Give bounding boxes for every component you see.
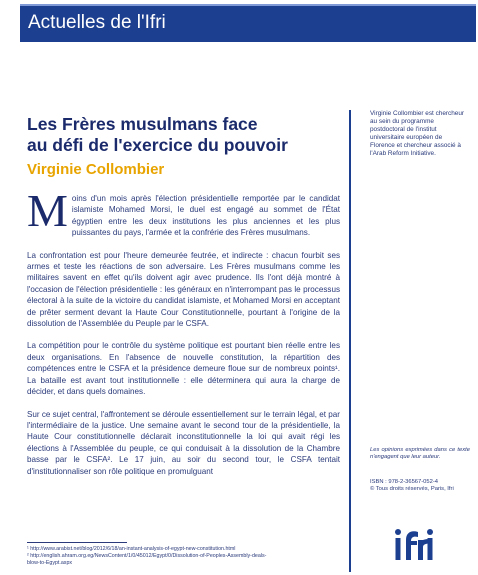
- paragraph-2: La confrontation est pour l'heure demeurée feutrée, et indirecte : chacun fourbit ses armes et teste les réactions de son adversaire. Les Frères musulmans comme les militaires savent en effet qu'ils doivent agir avec prudence. Ils l'ont déjà montré à l'occasion de l'élection présidentielle : les généraux en n'interrompant pas le processus électoral à la suite de la victoire du candidat islamiste, et Mohamed Morsi en acceptant de prêter serment devant la Haute Cour Constitutionnelle, pourtant à l'origine de la dissolution de l'Assemblée du Peuple par le CSFA.: [27, 250, 340, 329]
- paragraph-4: Sur ce sujet central, l'affrontement se déroule essentiellement sur le terrain légal, et par l'intermédiaire de la justice. Une semaine avant le second tour de la présidentielle, la Haute Cour constitutionnelle déclarait inconstitutionnelle la loi qui avait régi les élections à l'Assemblée du peuple, ce qui conduisait à la dissolution de la Chambre basse par le CSFA². Le 17 juin, au soir du second tour, le CSFA tentait d'institutionnaliser son rôle politique en promulguant: [27, 409, 340, 476]
- footnote-divider: [27, 542, 127, 543]
- article-body: [27, 185, 340, 488]
- paragraph-3: La compétition pour le contrôle du système politique est pourtant bien réelle entre les deux organisations. En l'absence de nouvelle constitution, la répartition des compétences entre le CSFA et la présidence demeure floue sur de nombreux points¹. La bataille est avant tout institutionnelle : elle déterminera qui aura la charge de décider, et dans quels domaines.: [27, 341, 340, 397]
- header-banner: [20, 4, 476, 42]
- footnote-1[interactable]: ¹ http://www.arabist.net/blog/2012/6/18/an-instant-analysis-of-egypt-new-constitution.html: [27, 546, 236, 552]
- title-line-1: Les Frères musulmans face: [27, 114, 258, 134]
- article-title: [27, 114, 340, 156]
- publication-info: [370, 479, 470, 494]
- footnote-2[interactable]: ² http://english.ahram.org.eg/NewsContent/1/0/45012/Egypt/0/Dissolution-of-Peoples-Assembly-deals-: [27, 553, 267, 559]
- drop-cap: M: [27, 185, 68, 236]
- paragraph-1: [27, 185, 340, 239]
- isbn: ISBN : 978-2-36567-052-4: [370, 479, 438, 485]
- header-title: Actuelles de l'Ifri: [28, 12, 166, 33]
- author-bio: Virginie Collombier est chercheur au sein du programme postdoctoral de l'institut universitaire européen de Florence et chercheur associé à l'Arab Reform Initiative.: [370, 110, 465, 158]
- sidebar-divider: [349, 110, 351, 572]
- article-heading: [27, 114, 340, 179]
- footnotes: [27, 546, 347, 567]
- footnote-2-cont[interactable]: blow-to-Egypt.aspx: [27, 560, 73, 566]
- paragraph-1-text: oins d'un mois après l'élection présidentielle remportée par le candidat islamiste Mohamed Morsi, le duel est engagé au sommet de l'État égyptien entre les deux institutions les plus anciennes et les plus puissantes du pays, l'armée et la confrérie des Frères musulmans.: [71, 194, 340, 238]
- author-name: Virginie Collombier: [27, 161, 165, 178]
- disclaimer: Les opinions exprimées dans ce texte n'engagent que leur auteur.: [370, 447, 470, 461]
- title-line-2: au défi de l'exercice du pouvoir: [27, 135, 288, 155]
- copyright: © Tous droits réservés, Paris, Ifri: [370, 486, 454, 493]
- ifri-logo: [388, 526, 458, 566]
